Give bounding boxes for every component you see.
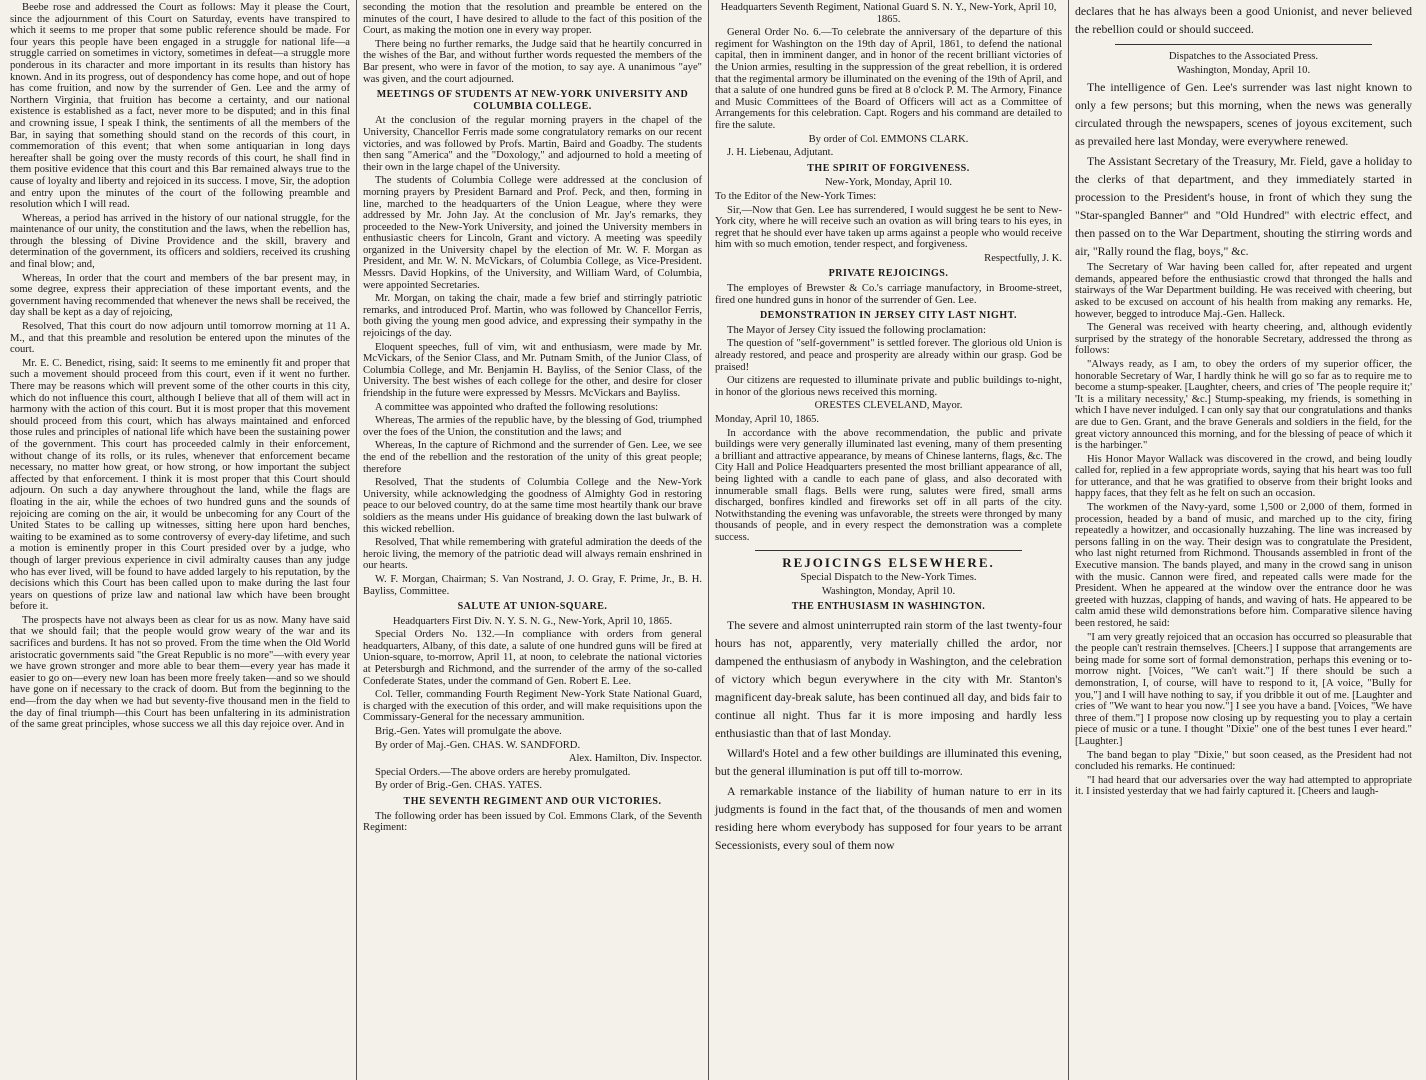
article-paragraph: declares that he has always been a good Unionist, and never believed the rebellion could or should succeed. (1075, 4, 1412, 36)
article-paragraph: At the conclusion of the regular morning prayers in the chapel of the University, Chancellor Ferris made some congratulatory remarks on our recent victories, and was followed by Profs. Martin, Baird and Goadby. The students then sang "America" and the "Doxology," and adjourned to hold a meeting of their own in the large chapel of the University. (363, 115, 702, 173)
article-paragraph: Special Orders.—The above orders are hereby promulgated. (375, 766, 631, 778)
article-paragraph: Brig.-Gen. Yates will promulgate the above. (375, 726, 562, 738)
article-paragraph: By order of Col. EMMONS CLARK. (808, 133, 969, 145)
article-paragraph: The employes of Brewster & Co.'s carriage manufactory, in Broome-street, fired one hundred guns in honor of the surrender of Gen. Lee. (715, 283, 1062, 306)
article-paragraph: Dispatches to the Associated Press. (1168, 51, 1319, 62)
article-paragraph: W. F. Morgan, Chairman; S. Van Nostrand, J. O. Gray, F. Prime, Jr., B. H. Bayliss, Committee. (363, 573, 702, 597)
section-heading: DEMONSTRATION IN JERSEY CITY LAST NIGHT. (759, 310, 1018, 322)
article-paragraph: The Assistant Secretary of the Treasury, Mr. Field, gave a holiday to the clerks of that department, and they immediately started in procession to the President's house, in front of which they sung the "Star-spangled Banner" and "Old Hundred" with electric effect, and then passed on to the War Department, shouting the stirring words and air, "Rally round the flag, boys," &c. (1075, 154, 1412, 259)
article-paragraph: To the Editor of the New-York Times: (715, 190, 877, 202)
article-paragraph: The Mayor of Jersey City issued the following proclamation: (727, 324, 986, 336)
article-paragraph: A remarkable instance of the liability of human nature to err in its judgments is found in the fact that, of the thousands of men and women residing here whom everybody has supposed for four years to be arrant Secessionists, every soul of them now (715, 783, 1062, 852)
article-paragraph: The severe and almost uninterrupted rain storm of the last twenty-four hours has not, apparently, very materially chilled the ardor, nor dampened the enthusiasm of anybody in Washington, and the celebration of victory which begun everywhere in the city with Mr. Stanton's magnificent day-break salute, has been continued all day, and bids fair to continue all night. Thus far it is more imposing and hardly less enthusiastic than that of last Monday. (715, 617, 1062, 740)
article-paragraph: Our citizens are requested to illuminate private and public buildings to-night, in honor of the glorious news received this morning. (715, 375, 1062, 398)
section-divider (1115, 44, 1372, 45)
article-paragraph: Resolved, That the students of Columbia College and the New-York University, while acknowledging the goodness of Almighty God in restoring peace to our beloved country, do at the same time most heartily thank our brave soldiers as the means under His guidance of breaking down the last bulwark of this wicked rebellion. (363, 477, 702, 535)
article-paragraph: The band began to play "Dixie," but soon ceased, as the President had not concluded his remarks. He continued: (1075, 749, 1412, 773)
section-heading: THE SEVENTH REGIMENT AND OUR VICTORIES. (403, 796, 662, 807)
column-4 (1068, 0, 1418, 1080)
major-heading: REJOICINGS ELSEWHERE. (782, 554, 995, 570)
article-paragraph: His Honor Mayor Wallack was discovered in the crowd, and being loudly called for, replied in a few appropriate words, saying that his heart was too full for utterance, and that he was gratified to observe from their bright looks and happy faces, that they felt as he felt on such an occasion. (1075, 453, 1412, 500)
article-paragraph: Headquarters First Div. N. Y. S. N. G., New-York, April 10, 1865. (392, 615, 673, 627)
article-paragraph: Whereas, In order that the court and members of the bar present may, in some degree, express their appreciation of these important events, and the government having recommended that whenever the news shall be received, the day shall be kept as a day of rejoicing, (10, 272, 350, 319)
article-paragraph: Washington, Monday, April 10. (1176, 64, 1311, 76)
article-paragraph: The Secretary of War having been called for, after repeated and urgent demands, appeared before the enthusiastic crowd that thronged the halls and stairways of the War Department building. He was received with cheering, but asked to be excused on account of his health from making any remarks. He, however, begged to introduce Maj.-Gen. Halleck. (1075, 262, 1412, 320)
article-paragraph: Headquarters Seventh Regiment, National Guard S. N. Y., New-York, April 10, 1865. (720, 2, 1057, 25)
article-paragraph: ORESTES CLEVELAND, Mayor. (814, 400, 963, 412)
article-paragraph: In accordance with the above recommendation, the public and private buildings were very generally illuminated last evening, many of them presenting a brilliant and attractive appearance, by means of Chinese lanterns, flags, &c. The City Hall and Police Headquarters presented the most brilliant appearance of all, being lighted with a candle to each pane of glass, and also decorated with innumerable small flags. Bells were rung, salutes were fired, small arms discharged, bonfires kindled and fireworks set off in all parts of the city. Notwithstanding the evening was unfavorable, the streets were thronged by many thousands of people, and in every respect the demonstration was a complete success. (715, 427, 1062, 543)
article-paragraph: "I am very greatly rejoiced that an occasion has occurred so pleasurable that the people can't restrain themselves. [Cheers.] I suppose that arrangements are being made for some sort of formal demonstration, perhaps this evening or to-morrow night. [Voices, "We can't wait."] If there should be such a demonstration, I, of course, will have to respond to it, [A voice, "Bully for you,"] and I will have nothing to say, if you dribble it out of me. [Laughter and cries of "We want to hear you now."] I see you have a band. [Voices, "We have three of them."] I propose now closing up by requesting you to play a certain piece of music or a tune. I thought "Dixie" one of the best tunes I ever heard." [Laughter.] (1075, 631, 1412, 747)
article-paragraph: Sir,—Now that Gen. Lee has surrendered, I would suggest he be sent to New-York city, where he will receive such an ovation as will bring tears to his eyes, in regret that he should ever have taken up arms against a people who would receive him with so much emotion, tender respect, and forgiveness. (715, 204, 1062, 251)
article-paragraph: Whereas, The armies of the republic have, by the blessing of God, triumphed over the foes of the Union, the constitution and the laws; and (363, 415, 702, 438)
column-1 (4, 0, 356, 1080)
article-paragraph: Beebe rose and addressed the Court as follows: May it please the Court, since the adjournment of this Court on Saturday, events have transpired to which it seems to me proper that some public reference should be made. For four years this people have been engaged in a struggle for national life—a struggle carried on sometimes in victory, sometimes in defeat—a struggle more ponderous in its character and more important in its results than history has known. And in its progress, out of despondency has come hope, and out of hope has come fruition, and now by the surrender of Gen. Lee and the army of Northern Virginia, that fruition has become a certainty, and our national existence is established as a fact, never more to be disputed; and in this final and crowning issue, I speak I think, the sentiments of all the members of the Bar, in saying that something should stand on the records of this court, in commemoration of this event; that when some antiquarian in long days hereafter shall be going over the musty records of this court, he shall find in them positive evidence that this court and this Bar remained always true to the cause of loyalty and liberty and rejoiced in its success. I move, Sir, the adoption and entry upon the minutes of the court of the following preamble and resolution which I will read. (10, 2, 350, 211)
article-paragraph: The workmen of the Navy-yard, some 1,500 or 2,000 of them, formed in procession, headed by a band of music, and marched up to the city, firing repeatedly a howitzer, and occasionally huzzahing. The line was increased by persons falling in on the way. Their design was to congratulate the President, who last night returned from Richmond. Thousands assembled in front of the Executive mansion. The bands played, and many in the crowd sang in unison with the music. Cannon were fired, and repeated calls were made for the President. When he appeared at the window over the entrance door he was greeted with huzzas, clapping of hands, and waving of hats. He appeared to be calm amid these wild demonstrations before him. Comparative silence having been restored, he said: (1075, 502, 1412, 629)
article-paragraph: By order of Maj.-Gen. CHAS. W. SANDFORD. (375, 739, 581, 751)
article-paragraph: The prospects have not always been as clear for us as now. Many have said that we should fail; that the people would grow weary of the war and its sacrifices and burdens. It has not so proved. From the time when the Old World aristocratic governments said "the Great Republic is no more"—with every year we have grown stronger and more able to bear them—every year has made it easier to go on—every new loan has been more freely taken—and so we should have gone on if necessary to the crack of doom. But from the beginning to the end—from the day when we had but seventy-five thousand men in the field to the day of final triumph—this Court has been unfaltering in its administration of the same great principles, whose success we all this day rejoice over. And in (10, 614, 350, 731)
article-paragraph: Willard's Hotel and a few other buildings are illuminated this evening, but the general illumination is put off till to-morrow. (715, 745, 1062, 778)
article-paragraph: Col. Teller, commanding Fourth Regiment New-York State National Guard, is charged with the execution of this order, and will make requisitions upon the Commissary-General for the necessary ammunition. (363, 689, 702, 724)
article-paragraph: J. H. Liebenau, Adjutant. (727, 147, 834, 159)
section-divider (755, 550, 1022, 551)
article-paragraph: Resolved, That while remembering with grateful admiration the deeds of the heroic living, the memory of the patriotic dead will always remain enshrined in our hearts. (363, 537, 702, 572)
article-paragraph: Respectfully, J. K. (984, 252, 1062, 264)
column-2 (356, 0, 708, 1080)
article-paragraph: The students of Columbia College were addressed at the conclusion of morning prayers by President Barnard and Prof. Peck, and then, forming in line, marched to the headquarters of the Union League, where they were addressed by Mr. John Jay. At the conclusion of Mr. Jay's remarks, they proceeded to the New-York University, and joined the University members in enthusiastic cheers for Lincoln, Grant and victory. A meeting was speedily organized in the University chapel by the election of Mr. W. F. Morgan as President, and Mr. W. N. McVickars, of Columbia College, as Vice-President. Messrs. David Hopkins, of the University, and William Ward, of Columbia, were appointed Secretaries. (363, 175, 702, 291)
article-paragraph: Resolved, That this court do now adjourn until tomorrow morning at 11 A. M., and that this preamble and resolution be entered upon the minutes of the court. (10, 321, 350, 356)
article-paragraph: Washington, Monday, April 10. (821, 585, 956, 597)
article-paragraph: The following order has been issued by Col. Emmons Clark, of the Seventh Regiment: (363, 810, 702, 834)
article-paragraph: New-York, Monday, April 10. (824, 177, 953, 189)
article-paragraph: Monday, April 10, 1865. (715, 414, 820, 425)
article-paragraph: Whereas, a period has arrived in the history of our national struggle, for the maintenance of our unity, the constitution and the laws, when the rebellion has, through the blessing of Divine Providence and the skill, bravery and determination of the government, its officers and soldiers, received its crushing and final blow; and, (10, 212, 350, 271)
article-paragraph: By order of Brig.-Gen. CHAS. YATES. (375, 780, 543, 792)
article-paragraph: Special Dispatch to the New-York Times. (800, 572, 977, 584)
article-paragraph: A committee was appointed who drafted the following resolutions: (375, 401, 659, 413)
article-paragraph: Mr. Morgan, on taking the chair, made a few brief and stirringly patriotic remarks, and introduced Prof. Martin, who was followed by Chancellor Ferris, both giving the young men good advice, and expressing their sympathy in the rejoicings of the day. (363, 293, 702, 340)
article-paragraph: Whereas, In the capture of Richmond and the surrender of Gen. Lee, we see the end of the rebellion and the restoration of the unity of this great people; therefore (363, 440, 702, 475)
section-heading: THE SPIRIT OF FORGIVENESS. (807, 162, 970, 174)
section-heading: THE ENTHUSIASM IN WASHINGTON. (791, 601, 986, 613)
article-paragraph: seconding the motion that the resolution and preamble be entered on the minutes of the court, I have desired to allude to the fact of this position of the Court, as making the motion one in every way proper. (363, 2, 702, 37)
article-paragraph: Special Orders No. 132.—In compliance with orders from general headquarters, Albany, of this date, a salute of one hundred guns will be fired at Union-square, to-morrow, April 11, at noon, to celebrate the national victories at Petersburgh and Richmond, and the surrender of the army of the so-called Confederate States, under the command of Gen. Robert E. Lee. (363, 629, 702, 687)
article-paragraph: Eloquent speeches, full of vim, wit and enthusiasm, were made by Mr. McVickars, of the Senior Class, and Mr. Putnam Smith, of the Junior Class, of Columbia College, and Mr. Benjamin H. Bayliss, of the Senior Class, of the University. The best wishes of each college for the other, and desire for closer friendship in the future were expressed by Messrs. McVickars and Bayliss. (363, 341, 702, 399)
article-paragraph: General Order No. 6.—To celebrate the anniversary of the departure of this regiment for Washington on the 19th day of April, 1861, to defend the national capital, then in imminent danger, and in honor of the recent brilliant victories of the Union armies, resulting in the suppression of the great rebellion, it is ordered that the regimental armory be illuminated on the evening of the 19th of April, and that a salute of one hundred guns be fired at 8 o'clock P. M. The Armory, Finance and Music Committees of the Board of Officers will act as a Committee of Arrangements for this celebration. Capt. Rogers and his command are detailed to fire the salute. (715, 27, 1062, 131)
section-heading: PRIVATE REJOICINGS. (828, 268, 949, 280)
article-paragraph: The question of "self-government" is settled forever. The glorious old Union is already restored, and peace and prosperity are already within our grasp. God be praised! (715, 338, 1062, 373)
article-paragraph: "I had heard that our adversaries over the way had attempted to appropriate it. I insisted yesterday that we had fairly captured it. [Cheers and laugh- (1075, 774, 1412, 798)
section-heading: SALUTE AT UNION-SQUARE. (457, 601, 608, 613)
article-paragraph: Mr. E. C. Benedict, rising, said: It seems to me eminently fit and proper that such a movement should proceed from this court, even if it went no further. There may be reasons which will prevent some of the other courts in this city, which do not influence this court, although I believe that all of them will act in harmony with the action of this court. But it is most proper that this movement should proceed from this court, which has always maintained and enforced those rules and principles of national life which have been the sustaining power of the government. This court has proceeded calmly in their enforcement, without change of its rolls, or its rules, whenever that enforcement became necessary, no matter how great, or how strong, or how important the subject affected by that enforcement. I think it is most proper that this Court should adjourn. On such a day anywhere throughout the land, while the flags are floating in the air, while the echoes of two hundred guns and the sounds of rejoicing are coming on the air, it would be unbecoming for any Court of the United States to be calling up witnesses, sitting here upon hard benches, waiting to be examined as to some controversy of every-day lifetime, and such a motion is eminently proper in this Court presided over by a judge, who though of larger previous experience in civil admiralty causes than any judge who has ever lived, will be found to have added largely to his reputation, by the decisions which this Court has been called upon to make during the last four years on questions of prize law and national law which have been brought before it. (10, 357, 350, 613)
column-3 (708, 0, 1068, 1080)
article-paragraph: The General was received with hearty cheering, and, although evidently surprised by the strategy of the honorable Secretary, addressed the throng as follows: (1075, 322, 1412, 357)
article-paragraph: Alex. Hamilton, Div. Inspector. (568, 753, 702, 765)
article-paragraph: The intelligence of Gen. Lee's surrender was last night known to only a few persons; but this morning, when the news was generally circulated through the newspapers, scenes of joyous excitement, such as prevailed here last Monday, were everywhere renewed. (1075, 80, 1412, 149)
section-heading: MEETINGS OF STUDENTS AT NEW-YORK UNIVERSITY AND COLUMBIA COLLEGE. (376, 89, 689, 112)
article-paragraph: There being no further remarks, the Judge said that he heartily concurred in the wishes of the Bar, and without further words requested the members of the Bar present, who were in favor of the motion, to say aye. A unanimous "aye" was given, and the court adjourned. (363, 38, 702, 85)
article-paragraph: "Always ready, as I am, to obey the orders of my superior officer, the honorable Secretary of War, I hardly think he will go so far as to require me to become a stump-speaker. [Laughter, cheers, and cries of 'The people require it;' 'It is a military necessity,' &c.] Stump-speaking, my friends, is something in which I have never indulged. I can only say that our congratulations and thanks are due to Gen. Grant, and the brave Generals and soldiers in the field, for the great victory announced this morning, and for the blessing of peace of which it is the harbinger." (1075, 358, 1412, 452)
